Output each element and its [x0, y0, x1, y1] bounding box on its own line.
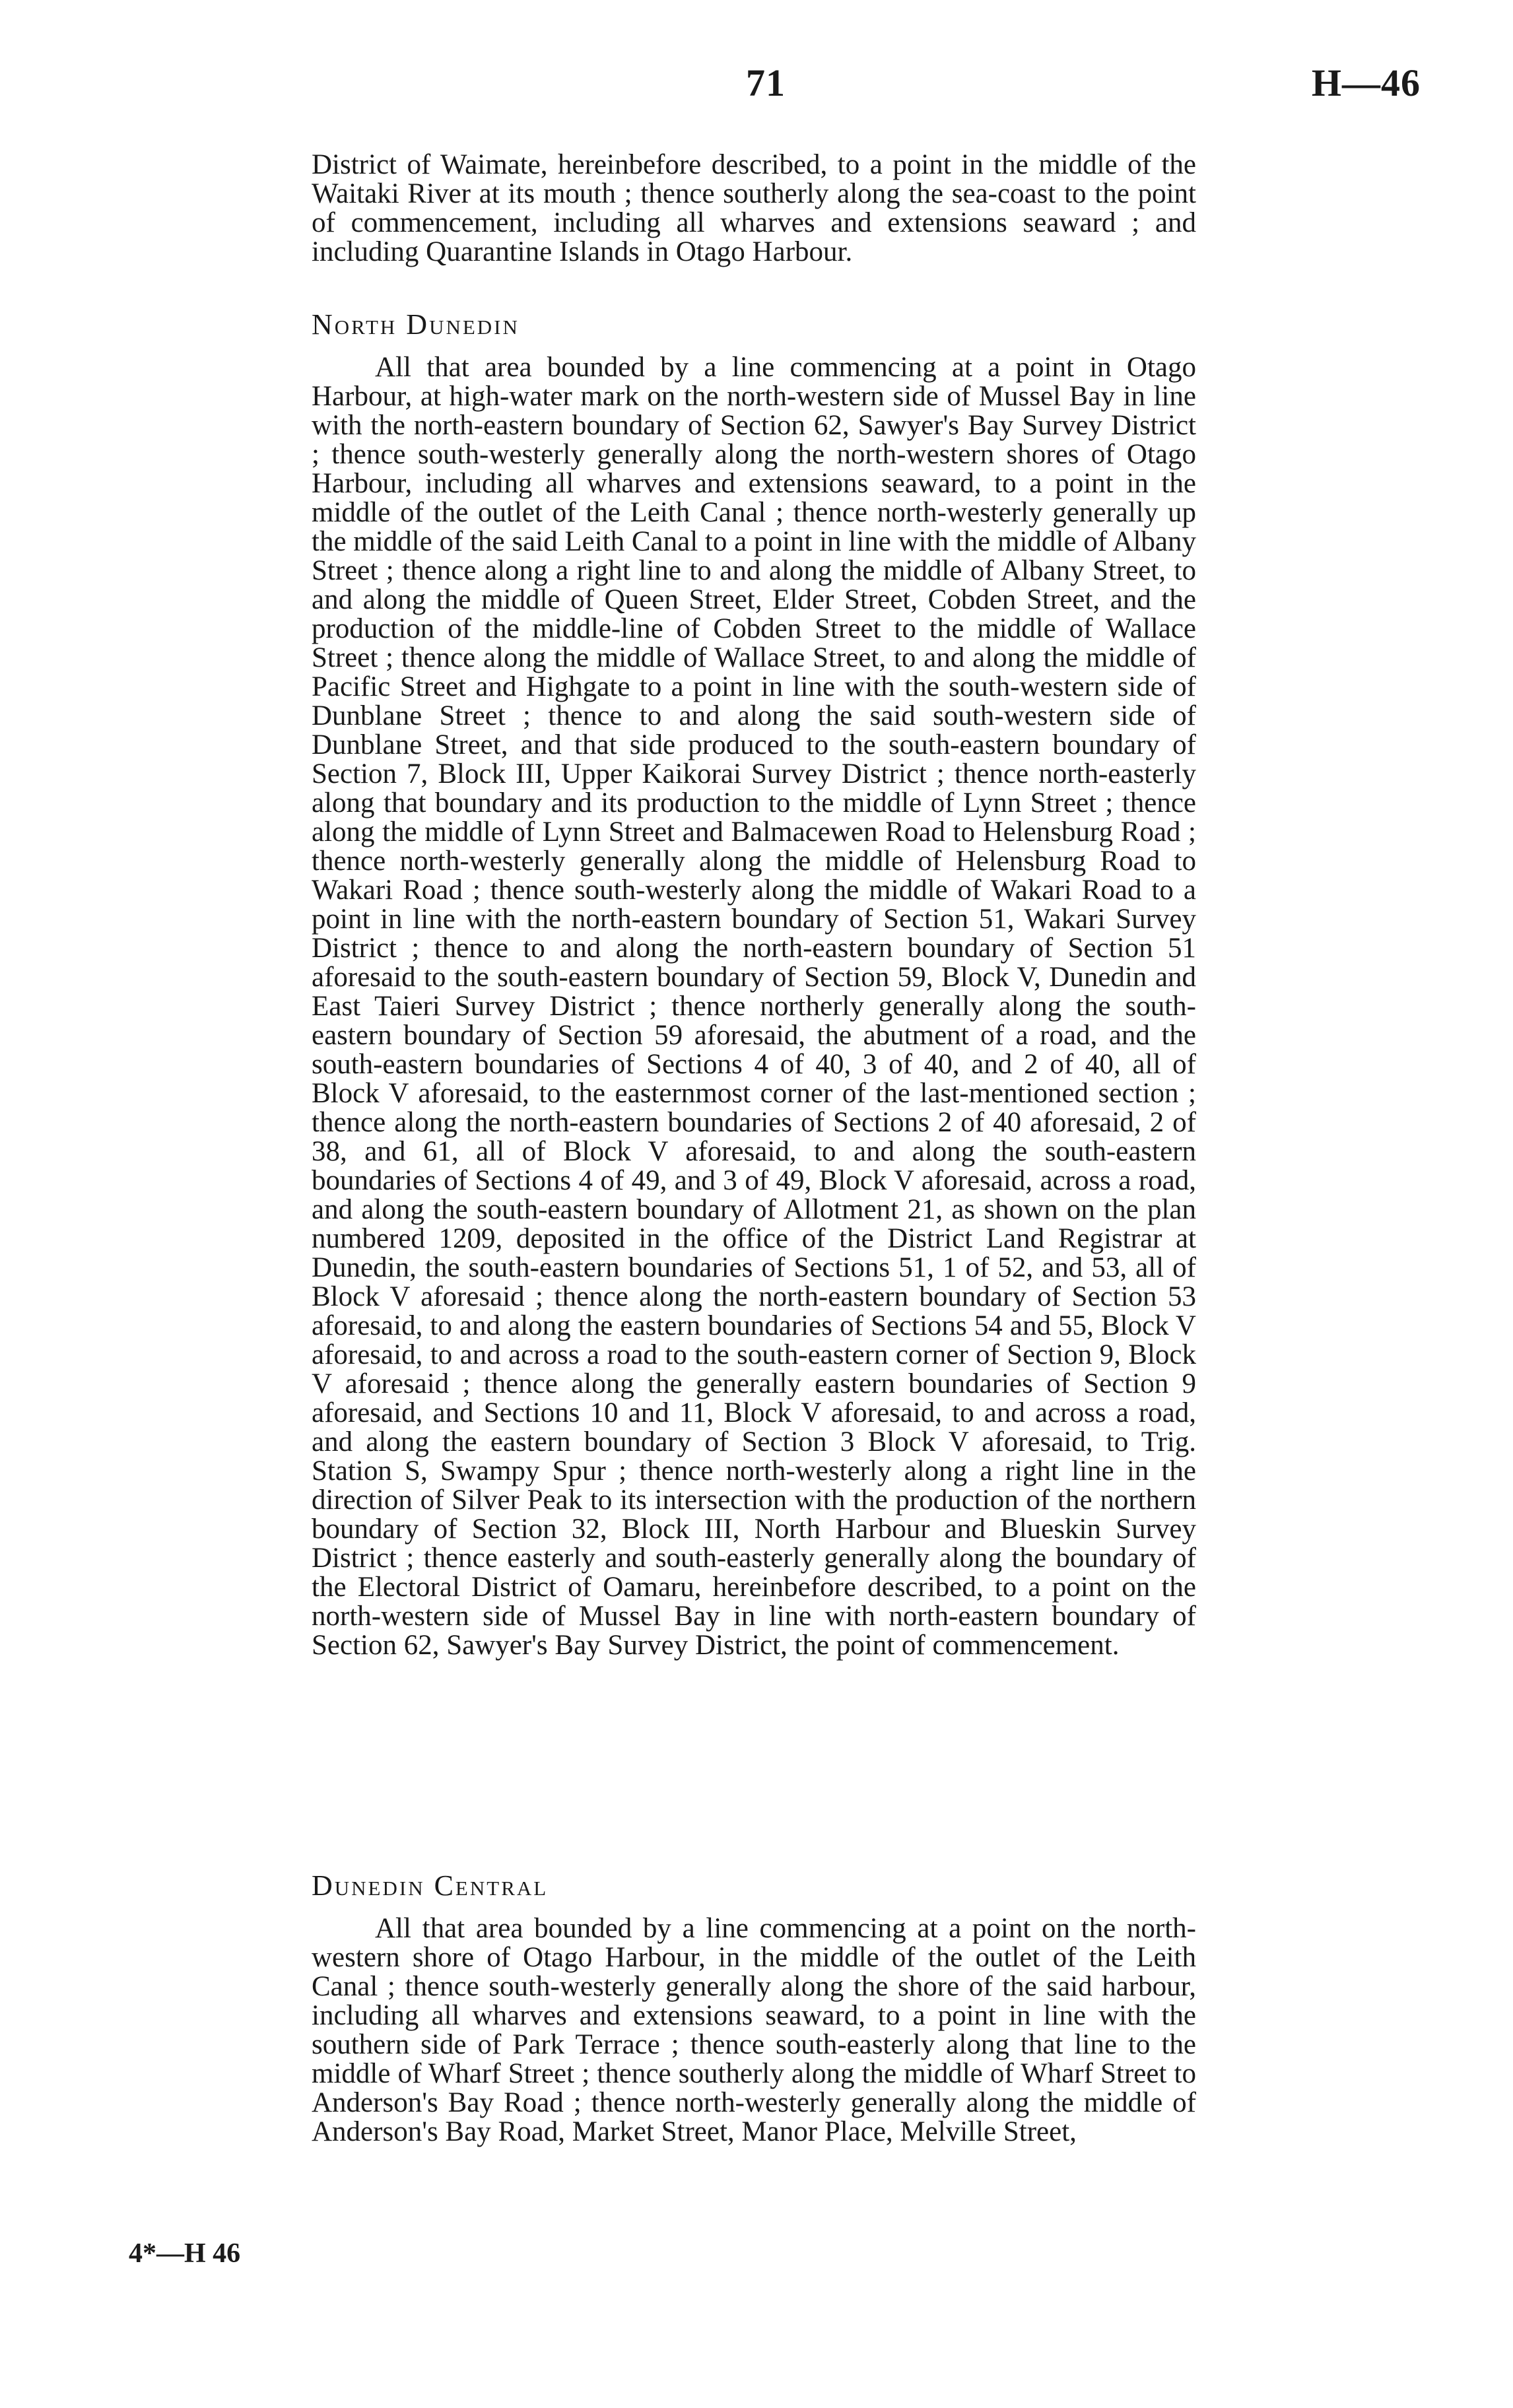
continuation-block — [312, 150, 1196, 267]
printer-signature: 4*—H 46 — [129, 2238, 241, 2269]
continuation-paragraph: District of Waimate, hereinbefore described, to a point in the middle of the Waitaki River at its mouth ; thence southerly along the sea-coast to the point of commencement, including all wharves and extensions seaward ; and including Quarantine Islands in Otago Harbour. — [312, 149, 1196, 267]
north-dunedin-section — [312, 310, 1196, 339]
document-code: H—46 — [1311, 61, 1421, 104]
dunedin-central-body — [312, 1914, 1196, 2147]
north-dunedin-body — [312, 353, 1196, 1660]
dunedin-central-section — [312, 1871, 1196, 1900]
page-number: 71 — [746, 61, 786, 104]
north-dunedin-paragraph: All that area bounded by a line commencing at a point in Otago Harbour, at high-water mark on the north-western side of Mussel Bay in line with the north-eastern boundary of Section 62, Sawyer's Bay Survey District ; thence south-westerly generally along the north-western shores of Otago Harbour, including all wharves and extensions seaward, to a point in the middle of the outlet of the Leith Canal ; thence north-westerly generally up the middle of the said Leith Canal to a point in line with the middle of Albany Street ; thence along a right line to and along the middle of Albany Street, to and along the middle of Queen Street, Elder Street, Cobden Street, and the production of the middle-line of Cobden Street to the middle of Wallace Street ; thence along the middle of Wallace Street, to and along the middle of Pacific Street and Highgate to a point in line with the south-western side of Dunblane Street ; thence to and along the said south-western side of Dunblane Street, and that side produced to the south-eastern boundary of Section 7, Block III, Upper Kaikorai Survey District ; thence north-easterly along that boundary and its production to the middle of Lynn Street ; thence along the middle of Lynn Street and Balmacewen Road to Helensburg Road ; thence north-westerly generally along the middle of Helensburg Road to Wakari Road ; thence south-westerly along the middle of Wakari Road to a point in line with the north-eastern boundary of Section 51, Wakari Survey District ; thence to and along the north-eastern boundary of Section 51 aforesaid to the south-eastern boundary of Section 59, Block V, Dunedin and East Taieri Survey District ; thence northerly generally along the south-eastern boundary of Section 59 aforesaid, the abutment of a road, and the south-eastern boundaries of Sections 4 of 40, 3 of 40, and 2 of 40, all of Block V aforesaid, to the easternmost corner of the last-mentioned section ; thence along the north-eastern boundaries of Sections 2 of 40 aforesaid, 2 of 38, and 61, all of Block V aforesaid, to and along the south-eastern boundaries of Sections 4 of 49, and 3 of 49, Block V aforesaid, across a road, and along the south-eastern boundary of Allotment 21, as shown on the plan numbered 1209, deposited in the office of the District Land Registrar at Dunedin, the south-eastern boundaries of Sections 51, 1 of 52, and 53, all of Block V aforesaid ; thence along the north-eastern boundary of Section 53 aforesaid, to and along the eastern boundaries of Sections 54 and 55, Block V aforesaid, to and across a road to the south-eastern corner of Section 9, Block V aforesaid ; thence along the generally eastern boundaries of Section 9 aforesaid, and Sections 10 and 11, Block V aforesaid, to and across a road, and along the eastern boundary of Section 3 Block V aforesaid, to Trig. Station S, Swampy Spur ; thence north-westerly along a right line in the direction of Silver Peak to its intersection with the production of the northern boundary of Section 32, Block III, North Harbour and Blueskin Survey District ; thence easterly and south-easterly generally along the boundary of the Electoral District of Oamaru, hereinbefore described, to a point on the north-western side of Mussel Bay in line with north-eastern boundary of Section 62, Sawyer's Bay Survey District, the point of commencement. — [312, 352, 1196, 1661]
dunedin-central-paragraph: All that area bounded by a line commencing at a point on the north-western shore of Otago Harbour, in the middle of the outlet of the Leith Canal ; thence south-westerly generally along the shore of the said harbour, including all wharves and extensions seaward, to a point in line with the southern side of Park Terrace ; thence south-easterly along that line to the middle of Wharf Street ; thence southerly along the middle of Wharf Street to Anderson's Bay Road ; thence north-westerly generally along the middle of Anderson's Bay Road, Market Street, Manor Place, Melville Street, — [312, 1913, 1196, 2147]
section-heading-dunedin-central: Dunedin Central — [312, 1869, 549, 1902]
section-heading-north-dunedin: North Dunedin — [312, 308, 520, 341]
